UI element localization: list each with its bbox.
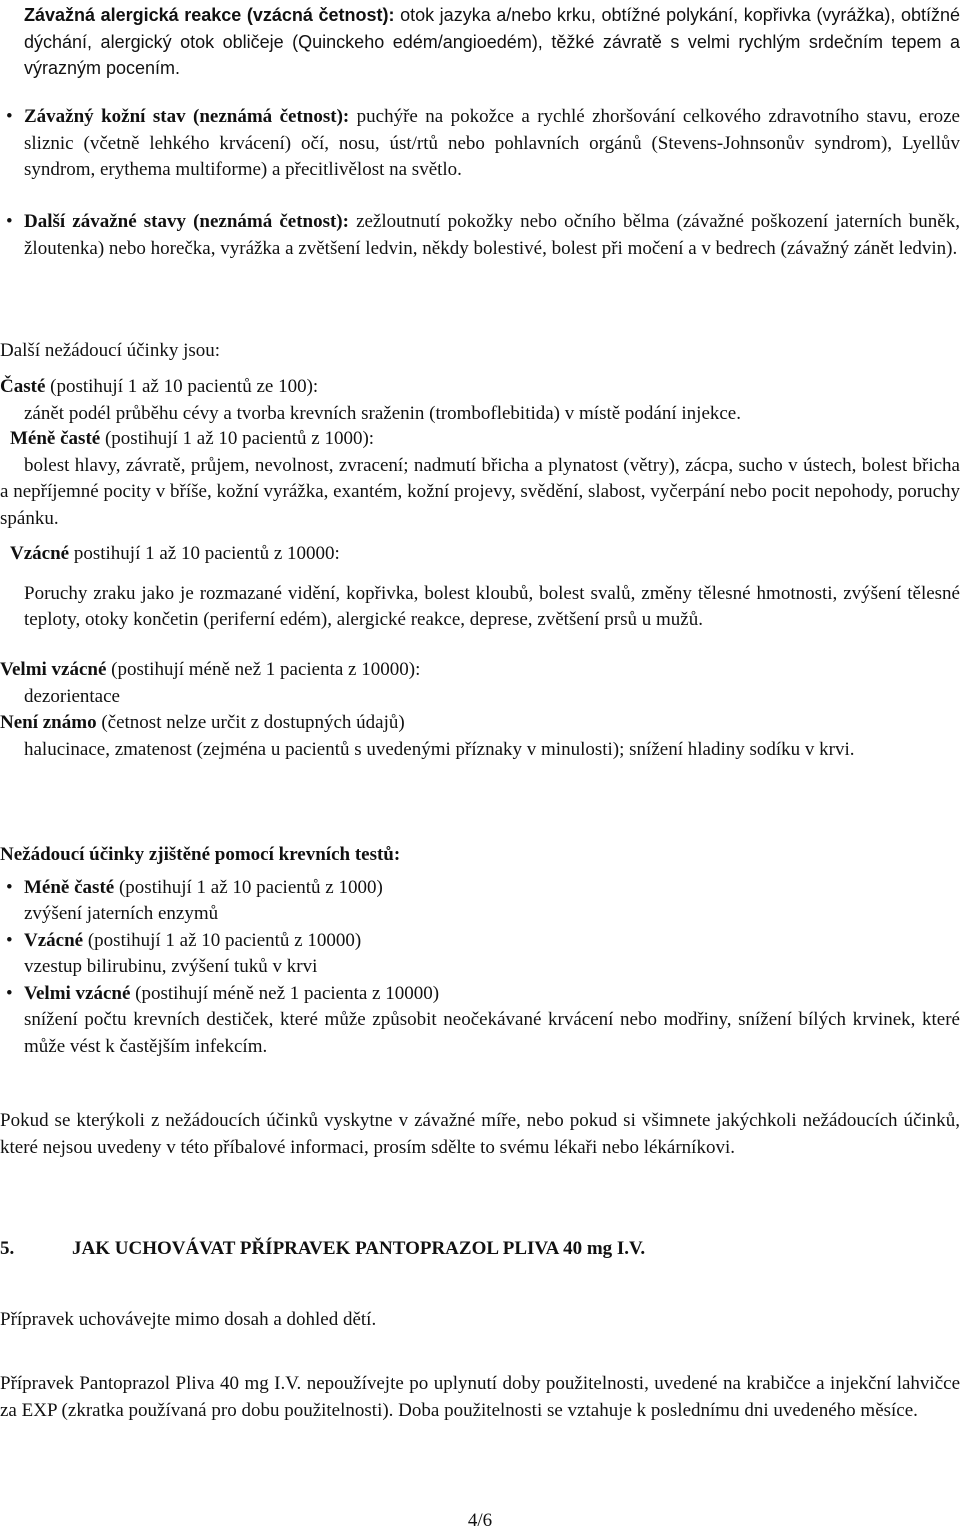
blood-item-label: Velmi vzácné (24, 982, 131, 1004)
rare-range: postihují 1 až 10 pacientů z 10000: (69, 543, 340, 564)
frequency-very-rare (0, 657, 960, 710)
page-number: 4/6 (467, 1510, 493, 1531)
section-title: JAK UCHOVÁVAT PŘÍPRAVEK PANTOPRAZOL PLIVA 40 mg I.V. (72, 1238, 646, 1259)
frequency-uncommon (0, 426, 960, 532)
uncommon-label: Méně časté (10, 428, 101, 449)
unknown-label: Není známo (0, 712, 97, 733)
section-number: 5. (0, 1238, 15, 1259)
allergic-reaction-text: otok jazyka a/nebo krku, obtížné polykání, kopřivka (vyrážka), obtížné dýchání, alergický otok obličeje (Quinckeho edém/angioedém), těžké závratě s velmi rychlým srdečním tepem a výrazným pocením. (24, 5, 960, 78)
allergic-reaction-paragraph (0, 2, 960, 82)
storage-text-1: Přípravek uchovávejte mimo dosah a dohled dětí. (0, 1309, 377, 1330)
unknown-range: (četnost nelze určit z dostupných údajů) (96, 712, 405, 733)
section-5-heading (0, 1236, 960, 1263)
blood-item-label: Vzácné (24, 929, 84, 951)
common-label: Časté (0, 376, 46, 397)
skin-condition-label: Závažný kožní stav (neznámá četnost): (24, 106, 350, 127)
other-effects-intro (0, 338, 960, 365)
bullet-icon: • (6, 876, 13, 898)
blood-item-desc: vzestup bilirubinu, zvýšení tuků v krvi (24, 956, 318, 977)
common-range: (postihují 1 až 10 pacientů ze 100): (45, 376, 319, 397)
list-item (0, 928, 960, 981)
blood-item-range: (postihují 1 až 10 pacientů z 10000) (83, 929, 362, 951)
skin-condition-item (0, 104, 960, 184)
bullet-icon: • (6, 929, 13, 951)
report-paragraph-text: Pokud se kterýkoli z nežádoucích účinků vyskytne v závažné míře, nebo pokud si všimnete jakýchkoli nežádoucích účinků, které nejsou uvedeny v této příbalové informaci, prosím sdělte to svému lékaři nebo lékárníkovi. (0, 1110, 960, 1158)
list-item (0, 981, 960, 1061)
other-serious-item (0, 209, 960, 262)
other-effects-intro-text: Další nežádoucí účinky jsou: (0, 340, 221, 361)
blood-item-label: Méně časté (24, 876, 115, 898)
skin-condition-text: puchýře na pokožce a rychlé zhoršování celkového zdravotního stavu, eroze sliznic (včetně lehkého krvácení) očí, nosu, úst/rtů nebo pohlavních orgánů (Stevens-Johnsonův syndrom), Lyellův syndrom, erythema multiforme) a přecitlivělost na světlo. (24, 106, 960, 180)
very-rare-desc: dezorientace (24, 685, 120, 707)
storage-paragraph-2 (0, 1371, 960, 1424)
rare-label: Vzácné (10, 543, 70, 564)
rare-desc: Poruchy zraku jako je rozmazané vidění, kopřivka, bolest kloubů, bolest svalů, změny tělesné hmotnosti, zvýšení tělesné teploty, otoky končetin (periferní edém), alergické reakce, deprese, zvětšení prsů u mužů. (24, 582, 960, 630)
storage-text-2: Přípravek Pantoprazol Pliva 40 mg I.V. nepoužívejte po uplynutí doby použitelnosti, uvedené na krabičce a injekční lahvičce za EXP (zkratka používaná pro dobu použitelnosti). Doba použitelnosti se vztahuje k poslednímu dni uvedeného měsíce. (0, 1373, 960, 1421)
bullet-icon: • (6, 982, 13, 1004)
frequency-common (0, 374, 960, 427)
blood-item-desc: snížení počtu krevních destiček, které může způsobit neočekávané krvácení nebo modřiny, snížení bílých krvinek, které může vést k častějším infekcím. (24, 1009, 960, 1057)
storage-paragraph-1 (0, 1307, 960, 1334)
blood-item-range: (postihují 1 až 10 pacientů z 1000) (114, 876, 383, 898)
list-item (0, 875, 960, 928)
uncommon-desc: bolest hlavy, závratě, průjem, nevolnost, zvracení; nadmutí břicha a plynatost (větry), zácpa, sucho v ústech, bolest břicha a nepříjemné pocity v bříše, kožní vyrážka, exantém, kožní projevy, svědění, slabost, vyčerpání nebo pocit nepohody, poruchy spánku. (0, 454, 960, 529)
very-rare-label: Velmi vzácné (0, 659, 107, 680)
other-serious-label: Další závažné stavy (neznámá četnost): (24, 211, 349, 232)
blood-item-range: (postihují méně než 1 pacienta z 10000) (130, 982, 440, 1004)
very-rare-range: (postihují méně než 1 pacienta z 10000): (106, 659, 421, 680)
frequency-rare (0, 541, 960, 634)
blood-tests-section (0, 842, 960, 1060)
other-serious-text: zežloutnutí pokožky nebo očního bělma (závažné poškození jaterních buněk, žloutenka) nebo horečka, vyrážka a zvětšení ledvin, někdy bolestivé, bolest při močení a v bedrech (závažný zánět ledvin). (24, 211, 960, 259)
uncommon-range: (postihují 1 až 10 pacientů z 1000): (100, 428, 375, 449)
bullet-icon: • (6, 211, 13, 232)
unknown-desc: halucinace, zmatenost (zejména u pacientů s uvedenými příznaky v minulosti); snížení hladiny sodíku v krvi. (24, 738, 855, 760)
frequency-unknown (0, 710, 960, 763)
blood-tests-heading: Nežádoucí účinky zjištěné pomocí krevních testů: (0, 844, 401, 865)
blood-item-desc: zvýšení jaterních enzymů (24, 903, 219, 924)
common-desc: zánět podél průběhu cévy a tvorba krevních sraženin (tromboflebitida) v místě podání injekce. (24, 402, 741, 424)
report-paragraph (0, 1108, 960, 1161)
bullet-icon: • (6, 106, 13, 127)
allergic-reaction-label: Závažná alergická reakce (vzácná četnost): (24, 5, 395, 25)
